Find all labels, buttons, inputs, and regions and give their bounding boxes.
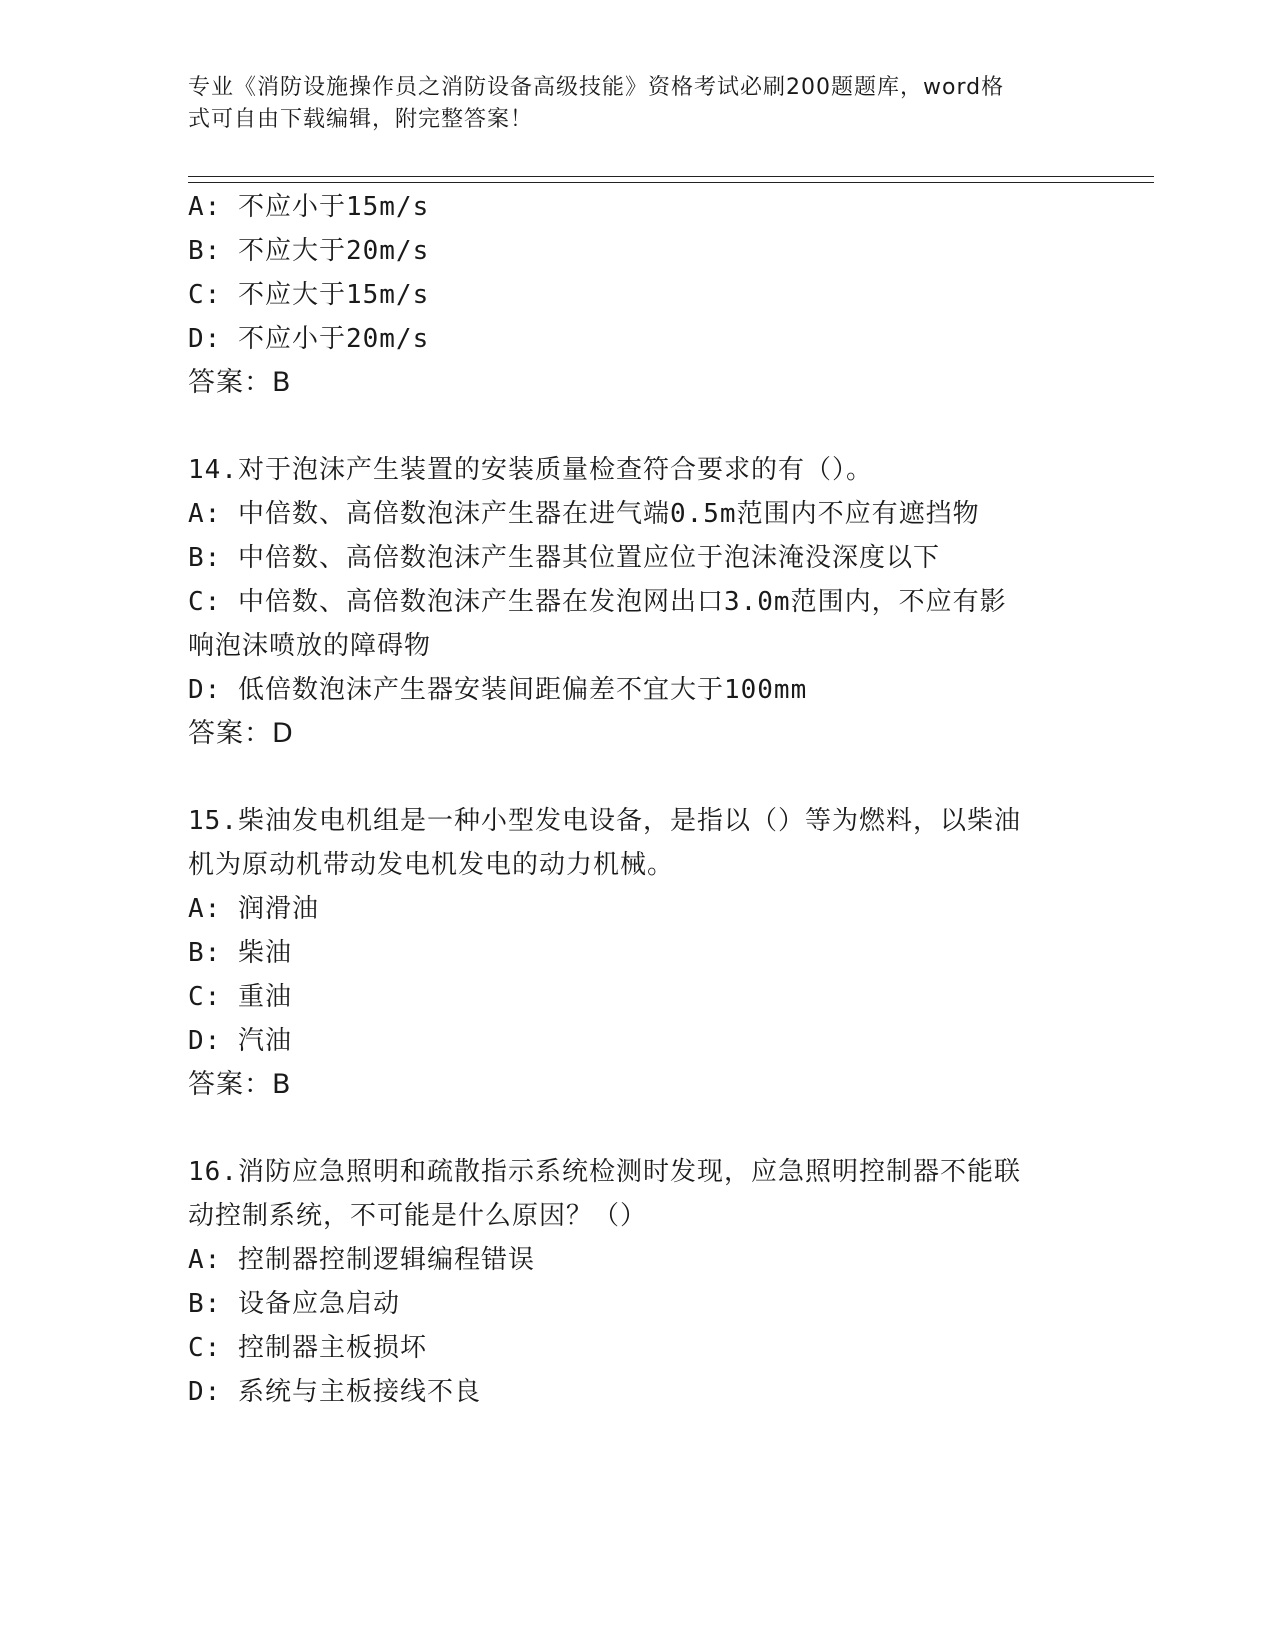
- q16-stem-line-2: 动控制系统，不可能是什么原因？（）: [188, 1201, 648, 1231]
- q14-option-d: D: 低倍数泡沫产生器安装间距偏差不宜大于100mm: [188, 675, 808, 705]
- q16-option-d: D: 系统与主板接线不良: [188, 1377, 481, 1407]
- q16-option-b: B: 设备应急启动: [188, 1289, 400, 1319]
- header-line-2: 式可自由下载编辑，附完整答案！: [188, 107, 534, 132]
- header-line-1: 专业《消防设施操作员之消防设备高级技能》资格考试必刷200题题库，word格: [188, 75, 1005, 100]
- q14-stem: 14.对于泡沫产生装置的安装质量检查符合要求的有（）。: [188, 455, 873, 485]
- header-divider-top: [188, 176, 1154, 177]
- q15-option-a: A: 润滑油: [188, 894, 319, 924]
- q16-option-a: A: 控制器控制逻辑编程错误: [188, 1245, 535, 1275]
- q15-stem-line-2: 机为原动机带动发电机发电的动力机械。: [188, 850, 675, 880]
- q13-option-c: C: 不应大于15m/s: [188, 280, 430, 310]
- q15-option-d: D: 汽油: [188, 1026, 292, 1056]
- q14-option-a: A: 中倍数、高倍数泡沫产生器在进气端0.5m范围内不应有遮挡物: [188, 499, 980, 529]
- q15-option-c: C: 重油: [188, 982, 292, 1012]
- q16-stem-line-1: 16.消防应急照明和疏散指示系统检测时发现，应急照明控制器不能联: [188, 1157, 1021, 1187]
- q15-answer: 答案：B: [188, 1069, 292, 1100]
- q13-option-b: B: 不应大于20m/s: [188, 236, 430, 266]
- q14-answer: 答案：D: [188, 718, 294, 749]
- q15-stem-line-1: 15.柴油发电机组是一种小型发电设备，是指以（）等为燃料，以柴油: [188, 806, 1021, 836]
- q14-option-c-line-2: 响泡沫喷放的障碍物: [188, 631, 432, 661]
- q13-option-d: D: 不应小于20m/s: [188, 324, 430, 354]
- q14-option-c-line-1: C: 中倍数、高倍数泡沫产生器在发泡网出口3.0m范围内，不应有影: [188, 587, 1007, 617]
- q13-answer: 答案：B: [188, 367, 292, 398]
- q16-option-c: C: 控制器主板损坏: [188, 1333, 427, 1363]
- header-divider-bottom: [188, 182, 1154, 183]
- q13-option-a: A: 不应小于15m/s: [188, 192, 430, 222]
- q15-option-b: B: 柴油: [188, 938, 292, 968]
- q14-option-b: B: 中倍数、高倍数泡沫产生器其位置应位于泡沫淹没深度以下: [188, 543, 940, 573]
- document-header: [188, 72, 1068, 136]
